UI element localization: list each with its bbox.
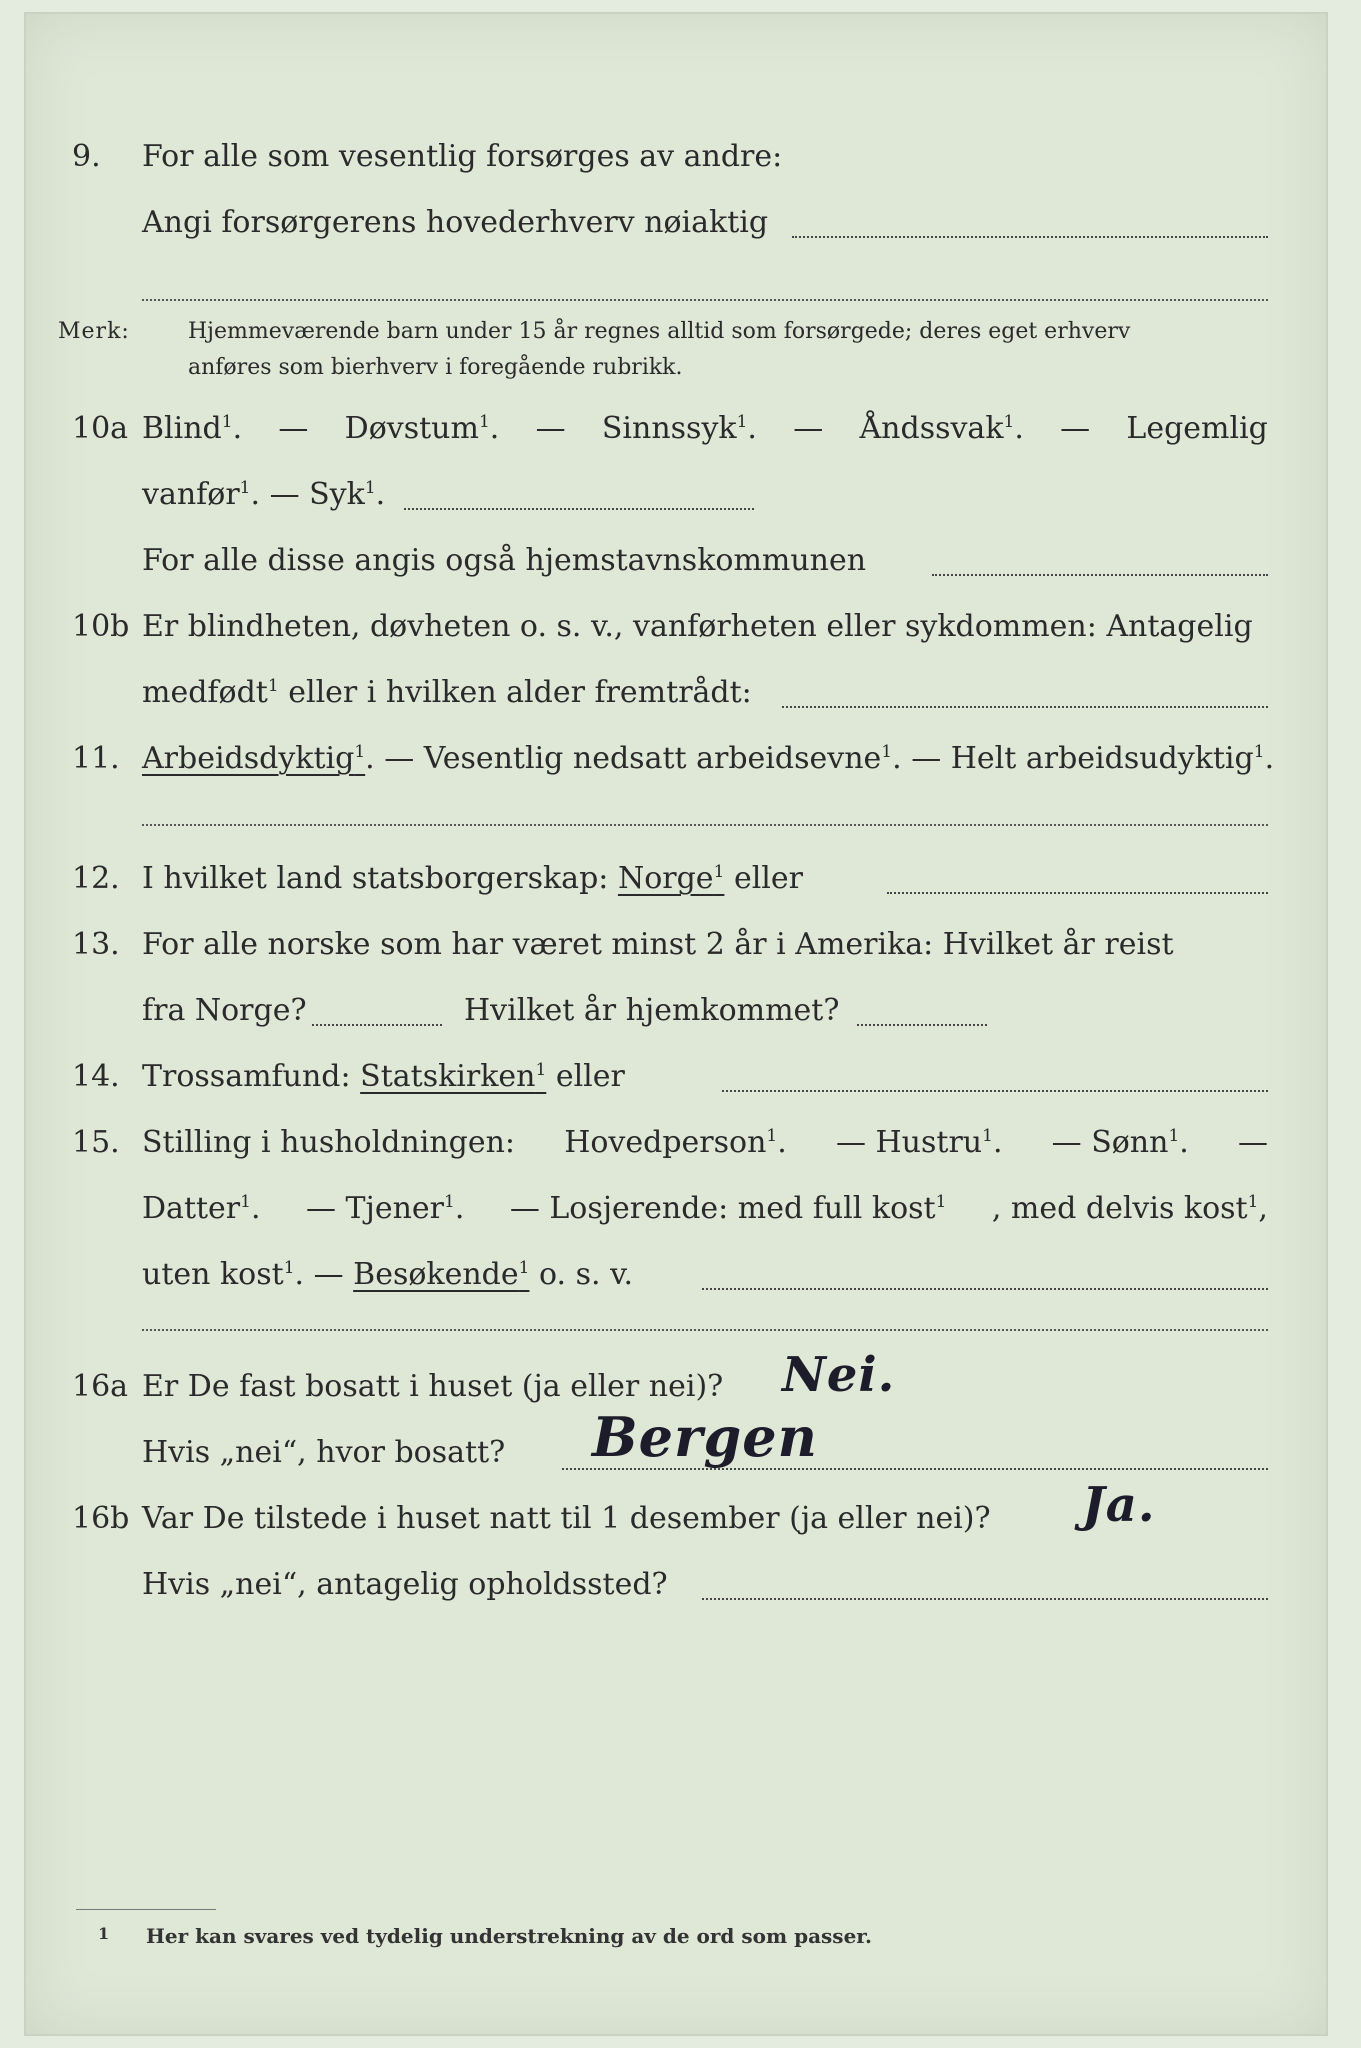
question-text: Er De fast bosatt i huset (ja eller nei)?: [142, 1369, 724, 1404]
answer-line[interactable]: [142, 824, 1268, 826]
option-uten-kost[interactable]: uten kost$^1$.: [142, 1257, 305, 1292]
question-text: eller: [733, 861, 803, 896]
question-text: Var De tilstede i huset natt til 1 desember (ja eller nei)?: [142, 1501, 991, 1536]
question-text: Stilling i husholdningen:: [142, 1125, 516, 1160]
option-losjerende-full[interactable]: — Losjerende: med full kost$^1$: [509, 1191, 947, 1226]
answer-line[interactable]: [562, 1468, 1268, 1470]
answer-line[interactable]: [857, 1024, 987, 1026]
answer-line[interactable]: [312, 1024, 442, 1026]
option-besokende-underlined[interactable]: Besøkende$^1$: [353, 1257, 530, 1292]
answer-line[interactable]: [782, 706, 1268, 708]
question-text: Hvis „nei“, antagelig opholdssted?: [142, 1567, 668, 1602]
option-hovedperson[interactable]: Hovedperson$^1$.: [564, 1125, 787, 1160]
question-text: For alle norske som har været minst 2 år i Amerika: Hvilket år reist: [142, 927, 1174, 962]
answer-line[interactable]: [142, 1329, 1268, 1331]
footnote-text: Her kan svares ved tydelig understrekning av de ord som passer.: [146, 1924, 872, 1948]
note-text: anføres som bierhverv i foregående rubrikk.: [188, 355, 683, 380]
option-sinnssyk[interactable]: Sinnssyk$^1$.: [601, 411, 757, 446]
answer-line[interactable]: [142, 299, 1268, 301]
question-number: 13.: [72, 927, 120, 962]
option-blind[interactable]: Blind$^1$.: [142, 411, 243, 446]
separator: —: [1060, 411, 1091, 446]
question-number: 9.: [72, 139, 101, 174]
question-text: o. s. v.: [539, 1257, 633, 1292]
option-dovstum[interactable]: Døvstum$^1$.: [344, 411, 500, 446]
footnote-number: 1: [98, 1924, 110, 1943]
footnote-divider: [76, 1909, 216, 1910]
handwritten-answer[interactable]: Ja.: [1082, 1477, 1156, 1533]
handwritten-answer[interactable]: Bergen: [592, 1405, 818, 1469]
question-text: eller: [555, 1059, 625, 1094]
option-arbeidsdyktig-underlined[interactable]: Arbeidsdyktig$^1$: [142, 741, 366, 776]
answer-line[interactable]: [722, 1090, 1268, 1092]
separator: —: [313, 1257, 344, 1292]
separator: —: [278, 411, 309, 446]
question-text: Hvis „nei“, hvor bosatt?: [142, 1435, 506, 1470]
option-andssvak[interactable]: Åndssvak$^1$.: [859, 411, 1024, 446]
question-text: fra Norge?: [142, 993, 307, 1028]
question-number: 10a: [72, 411, 129, 446]
option-datter[interactable]: Datter$^1$.: [142, 1191, 261, 1226]
option-tjener[interactable]: — Tjener$^1$.: [305, 1191, 465, 1226]
question-text: For alle disse angis også hjemstavnskommunen: [142, 543, 867, 578]
question-text: I hvilket land statsborgerskap:: [142, 861, 609, 896]
question-number: 14.: [72, 1059, 120, 1094]
note-label: Merk:: [58, 319, 130, 344]
question-text: Er blindheten, døvheten o. s. v., vanførheten eller sykdommen: Antagelig: [142, 609, 1253, 644]
option-hustru[interactable]: — Hustru$^1$.: [835, 1125, 1003, 1160]
option-losjerende-delvis[interactable]: , med delvis kost$^1$,: [991, 1191, 1268, 1226]
option-udyktig[interactable]: — Helt arbeidsudyktig$^1$.: [911, 741, 1275, 776]
question-text: Trossamfund:: [142, 1059, 351, 1094]
answer-line[interactable]: [887, 892, 1268, 894]
question-text: Angi forsørgerens hovederhverv nøiaktig: [142, 205, 769, 240]
answer-line[interactable]: [702, 1288, 1268, 1290]
option-vanfor[interactable]: vanfør$^1$.: [142, 477, 261, 512]
question-number: 12.: [72, 861, 120, 896]
option-norge-underlined[interactable]: Norge$^1$: [617, 861, 725, 896]
answer-line[interactable]: [932, 574, 1268, 576]
census-form-page: 9. For alle som vesentlig forsørges av andre: Angi forsørgerens hovederhverv nøiaktig Merk: Hjemmeværende barn under 15 år regnes alltid som forsørgede; deres eget erhverv anføres som bierhverv i foregående rubrikk. 10a Blind$^1$. — Døvstum$^1$. — Sinnssyk$^1$. — Åndssvak$^1$. — Legemlig vanfør$^1$. — Syk$^1$. For alle disse angis også hjemstavnskommunen 10b Er blindheten, døvheten o. s. v., vanførheten eller sykdommen: Antagelig medfødt$^1$ eller i hvilken alder fremtrådt: 11. Arbeidsdyktig$^1$. — Vesentlig nedsatt arbeidsevne$^1$. — Helt arbeidsudyktig$^1$. 12. I hvilket land statsborgerskap: Norge$^1$ eller 13. For alle norske som har været minst 2 år i Amerika: Hvilket år reist fra Norge? Hvilket år hjemkommet? 14. Trossamfund: Statskirken$^1$ eller 15. Stilling i husholdningen: Hovedperson$^1$. — Hustru$^1$. — Sønn$^1$. — Datter$^1$. — Tjener$^1$. — Losjerende: med full kost$^1$ , med delvis kost$^1$, uten kost$^1$. — Besøkende$^1$ o. s. v. 16a Er De fast bosatt i huset (ja eller nei)? Nei. Hvis „nei“, hvor bosatt? Bergen 16b Var De tilstede i huset natt til 1 desember (ja eller nei)? Ja. Hvis „nei“, antagelig opholdssted? 1 Her kan svares ved tydelig understrekning av de ord som passer.: [24, 12, 1328, 2036]
question-text: For alle som vesentlig forsørges av andre:: [142, 139, 783, 174]
handwritten-answer[interactable]: Nei.: [782, 1347, 896, 1403]
separator: —: [535, 411, 566, 446]
option-medfodt[interactable]: medfødt$^1$: [142, 675, 279, 710]
question-text: Hvilket år hjemkommet?: [464, 993, 840, 1028]
question-number: 16b: [72, 1501, 130, 1536]
question-number: 16a: [72, 1369, 129, 1404]
option-sonn[interactable]: — Sønn$^1$.: [1051, 1125, 1189, 1160]
answer-line[interactable]: [404, 508, 754, 510]
question-text: eller i hvilken alder fremtrådt:: [288, 675, 752, 710]
question-number: 15.: [72, 1125, 120, 1160]
option-syk[interactable]: — Syk$^1$.: [269, 477, 386, 512]
separator: —: [1238, 1125, 1268, 1160]
option-statskirken-underlined[interactable]: Statskirken$^1$: [360, 1059, 547, 1094]
separator: —: [793, 411, 824, 446]
note-text: Hjemmeværende barn under 15 år regnes alltid som forsørgede; deres eget erhverv: [188, 319, 1131, 344]
answer-line[interactable]: [792, 236, 1268, 238]
question-number: 10b: [72, 609, 130, 644]
question-number: 11.: [72, 741, 120, 776]
option-legemlig[interactable]: Legemlig: [1126, 411, 1268, 446]
answer-line[interactable]: [702, 1598, 1268, 1600]
option-nedsatt[interactable]: — Vesentlig nedsatt arbeidsevne$^1$.: [384, 741, 902, 776]
